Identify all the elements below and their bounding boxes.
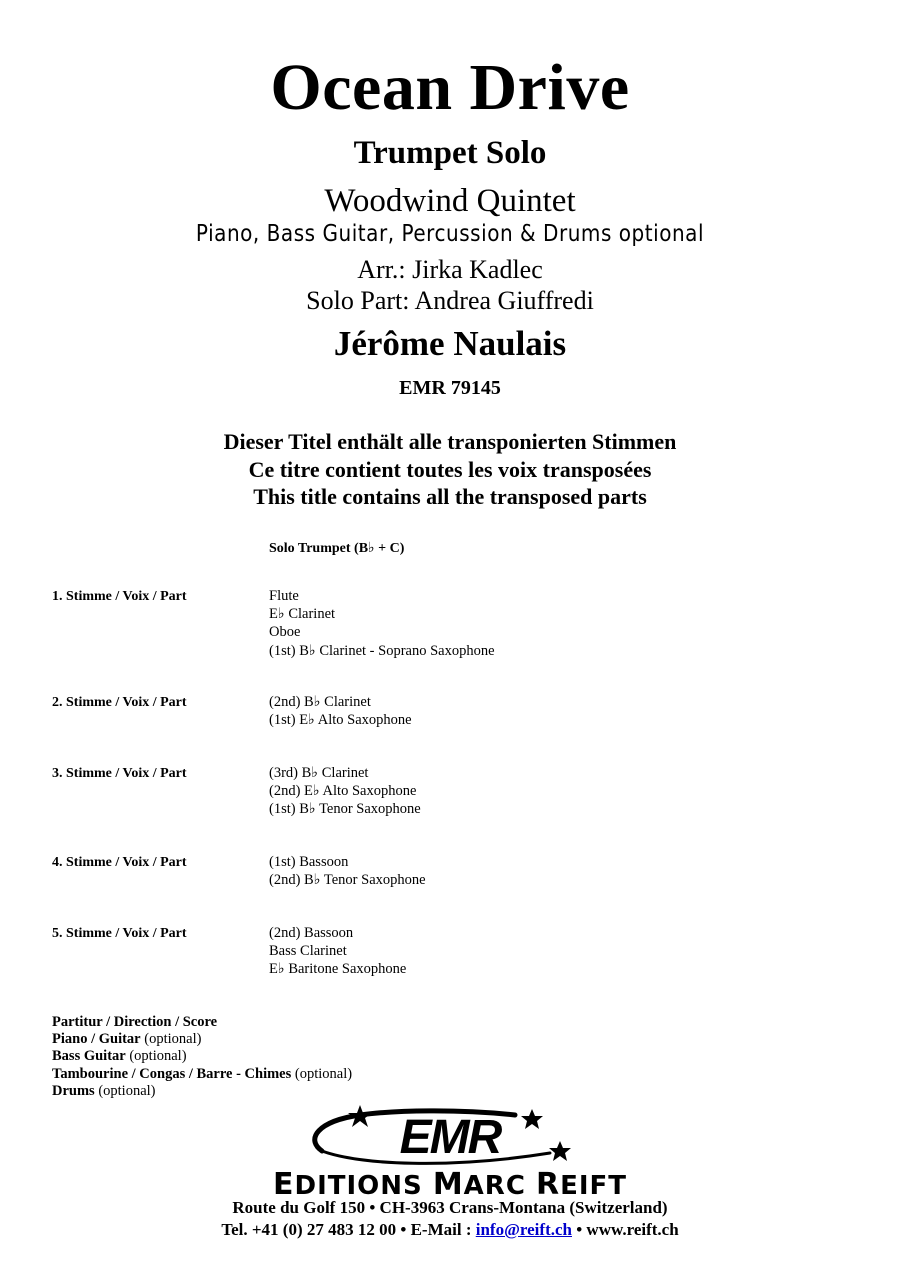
part-instruments-1 [269, 587, 495, 660]
instrument-item: (2nd) Bassoon [269, 925, 354, 941]
instrument-item: (2nd) B♭ Clarinet [269, 694, 371, 710]
instrument-item: (1st) E♭ Alto Saxophone [269, 712, 412, 729]
publisher-contact [0, 1197, 900, 1241]
notice-french: Ce titre contient toutes les voix transposées [248, 456, 652, 482]
extra-item [52, 1083, 352, 1100]
part-label-2: 2. Stimme / Voix / Part [52, 695, 187, 710]
part-label-4: 4. Stimme / Voix / Part [52, 855, 187, 870]
part-label-3: 3. Stimme / Voix / Part [52, 766, 187, 781]
part-instruments-5 [269, 924, 406, 979]
instrument-item: Oboe [269, 624, 301, 641]
piece-title: Ocean Drive [270, 51, 630, 124]
extra-item-name: Bass Guitar [52, 1048, 126, 1065]
publisher-name: EDITIONS MARC REIFT [273, 1167, 627, 1202]
optional-instruments-line: Piano, Bass Guitar, Percussion & Drums optional [195, 221, 705, 247]
transposed-parts-notice [0, 428, 900, 511]
arranger-line: Arr.: Jirka Kadlec [357, 255, 543, 284]
solo-part-line: Solo Part: Andrea Giuffredi [306, 286, 594, 315]
extra-item-note: (optional) [144, 1031, 202, 1048]
extra-item-name: Partitur / Direction / Score [52, 1014, 218, 1030]
extra-item [52, 1031, 352, 1048]
part-instruments-3 [269, 764, 421, 819]
extra-item-note: (optional) [294, 1065, 353, 1082]
notice-english: This title contains all the transposed parts [253, 484, 647, 509]
logo-lettering: EMR [399, 1111, 501, 1164]
emr-logo [300, 1103, 590, 1173]
part-instruments-4 [269, 853, 426, 889]
part-label-5: 5. Stimme / Voix / Part [52, 926, 187, 941]
extra-item [52, 1048, 352, 1065]
instrument-item: (1st) B♭ Tenor Saxophone [269, 801, 421, 818]
publisher-address: Route du Golf 150 • CH-3963 Crans-Montana (Switzerland) [232, 1198, 668, 1217]
ensemble-line: Woodwind Quintet [324, 183, 576, 219]
catalog-number: EMR 79145 [399, 377, 501, 399]
instrument-item: Bass Clarinet [269, 943, 347, 960]
extra-item-name: Piano / Guitar [52, 1031, 141, 1048]
notice-german: Dieser Titel enthält alle transponierten Stimmen [223, 429, 677, 454]
part-instruments-2 [269, 693, 412, 729]
instrument-item: (2nd) E♭ Alto Saxophone [269, 783, 417, 800]
extra-item-note: (optional) [129, 1048, 187, 1065]
instrument-item: E♭ Clarinet [269, 606, 336, 623]
email-link[interactable]: info@reift.ch [475, 1220, 572, 1239]
extra-materials-list [52, 1014, 352, 1100]
instrument-item: (3rd) B♭ Clarinet [269, 765, 369, 781]
solo-trumpet-line: Solo Trumpet (B♭ + C) [269, 541, 405, 556]
instrument-item: (1st) B♭ Clarinet - Soprano Saxophone [269, 642, 495, 659]
instrument-item: (1st) Bassoon [269, 854, 349, 870]
publisher-contact-line: Tel. +41 (0) 27 483 12 00 • E-Mail : info@reift.ch • www.reift.ch [221, 1220, 679, 1239]
composer-name: Jérôme Naulais [333, 324, 567, 363]
instrument-item: E♭ Baritone Saxophone [269, 961, 407, 978]
extra-item [52, 1014, 352, 1031]
extra-item-name: Tambourine / Congas / Barre - Chimes [52, 1065, 292, 1082]
extra-item-name: Drums [52, 1082, 95, 1099]
instrument-item: (2nd) B♭ Tenor Saxophone [269, 872, 426, 889]
part-label-1: 1. Stimme / Voix / Part [52, 589, 187, 604]
instrument-item: Flute [269, 588, 299, 604]
extra-item-note: (optional) [98, 1082, 156, 1099]
extra-item [52, 1066, 352, 1083]
piece-subtitle: Trumpet Solo [353, 135, 547, 171]
